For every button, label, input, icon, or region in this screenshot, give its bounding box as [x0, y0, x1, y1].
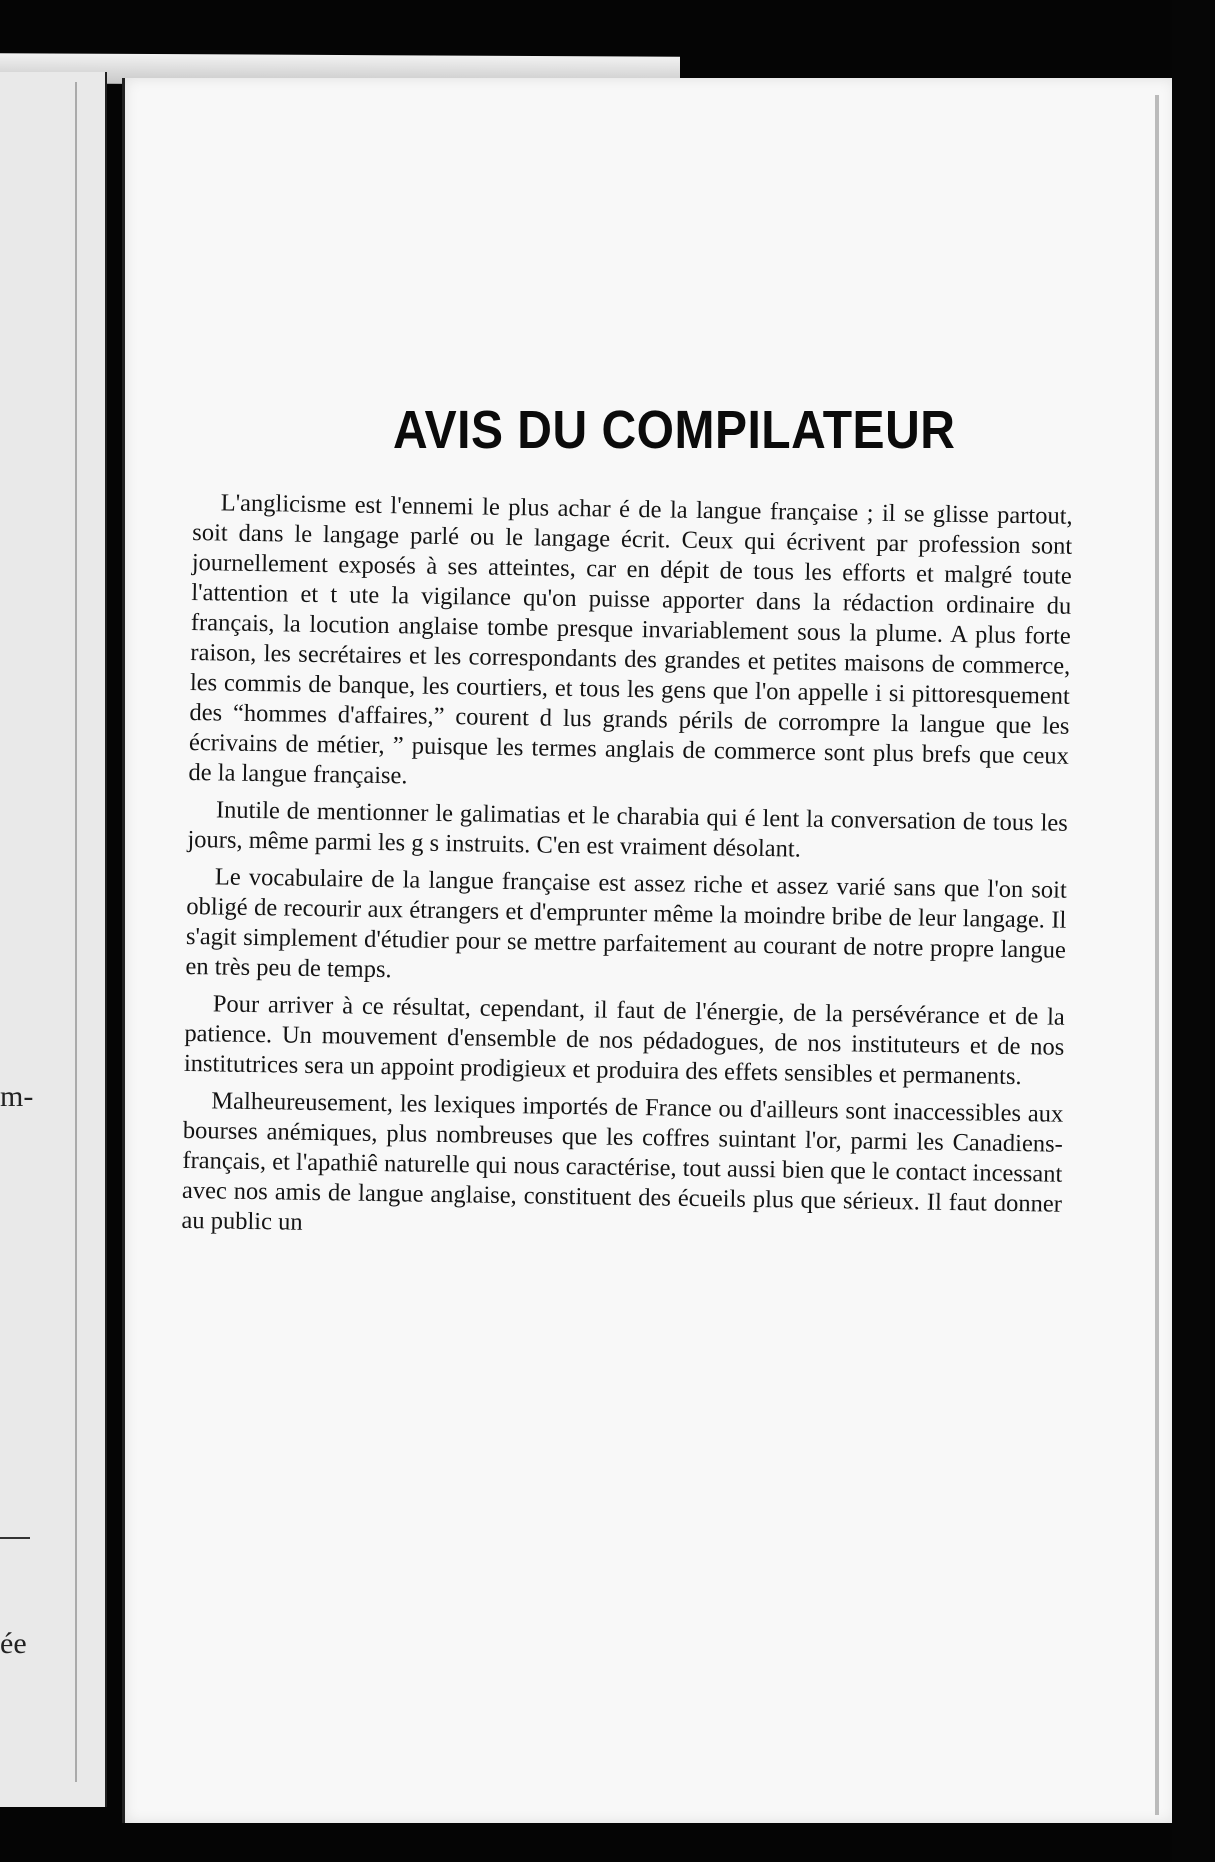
page-edge-line: [75, 82, 77, 1782]
facing-page-fragment: m-: [0, 1080, 34, 1113]
body-text: [181, 488, 1073, 1257]
paragraph: Malheureusement, les lexiques importés de France ou d'ailleurs sont inaccessibles aux bourses anémiques, plus nombreuses que les coffres suintant l'or, parmi les Canadiens-français, et l'apathiê naturelle qui nous caractérise, tout aussi bien que le contact incessant avec nos amis de langue anglaise, constituent des écueils plus que sérieux. Il faut donner au public un: [181, 1087, 1064, 1236]
scanned-page: [122, 78, 1175, 1823]
paragraph: Le vocabulaire de la langue française est assez riche et assez varié sans que l'on soit obligé de recourir aux étrangers et d'emprunter même la moindre bribe de leur langage. Il s'agit simplement d'étudier pour se mettre parfaitement au courant de notre propre langue en très peu de temps.: [185, 863, 1068, 984]
page-title: AVIS DU COMPILATEUR: [393, 400, 956, 461]
paragraph: L'anglicisme est l'ennemi le plus achar é de la langue française ; il se glisse partout, soit dans le langage parlé ou le langage écrit. Ceux qui écrivent par profession sont journellement exposés à ses atteintes, car en dépit de tous les efforts et malgré toute l'attention et t ute la vigilance qu'on puisse apporter dans la rédaction ordinaire du français, la locution anglaise tombe presque invariablement sous la plume. A plus forte raison, les secrétaires et les correspondants des grandes et petites maisons de commerce, les commis de banque, les courtiers, et tous les gens que l'on appelle i si pittoresquement des “hommes d'affaires,” courent d lus grands périls de corrompre la langue que les écrivains de métier, ” puisque les termes anglais de commerce sont plus brefs que ceux de la langue française.: [188, 489, 1073, 790]
facing-page: [0, 72, 107, 1807]
facing-page-fragment: ée: [0, 1627, 27, 1660]
page-fold-line: [1155, 95, 1159, 1815]
paragraph: Pour arriver à ce résultat, cependant, il faut de l'énergie, de la persévérance et de la patience. Un mouvement d'ensemble de nos pédadogues, de nos instituteurs et de nos institutrices sera un appoint prodigieux et produira des effets sensibles et permanents.: [183, 990, 1066, 1091]
facing-page-rule: [0, 1537, 30, 1539]
scan-border: [1172, 0, 1215, 1862]
paragraph: Inutile de mentionner le galimatias et le charabia qui é lent la conversation de tous les jours, même parmi les g s instruits. C'en est vraiment désolant.: [187, 796, 1069, 863]
